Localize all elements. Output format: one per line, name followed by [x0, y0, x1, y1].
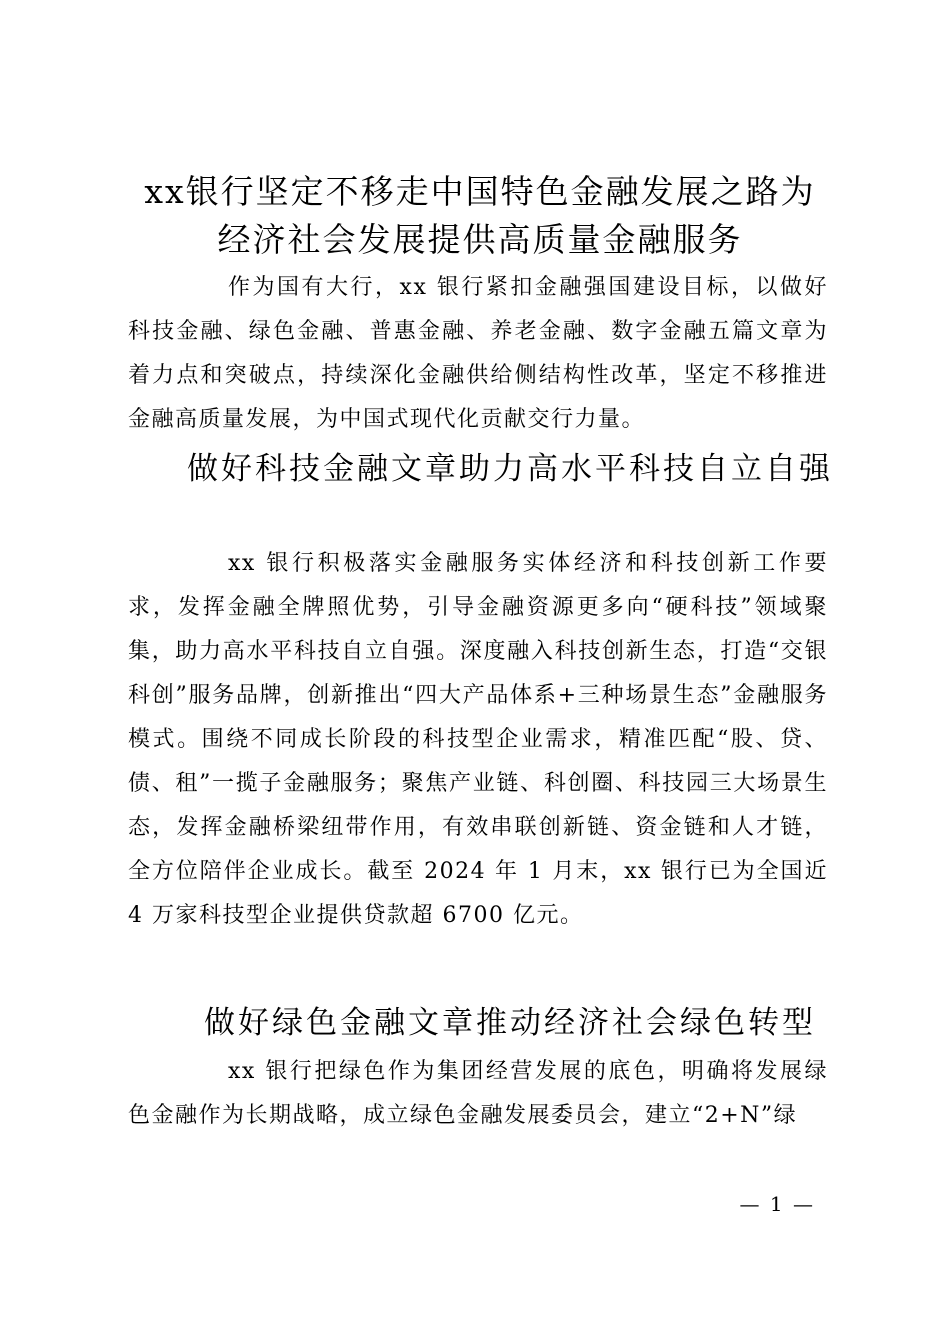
document-title [120, 168, 840, 264]
title-line-2: 经济社会发展提供高质量金融服务 [217, 220, 743, 259]
section-heading-tech-finance: 做好科技金融文章助力高水平科技自立自强 [187, 451, 833, 487]
intro-paragraph: 作为国有大行，xx 银行紧扣金融强国建设目标，以做好科技金融、绿色金融、普惠金融、养老金融、数字金融五篇文章为着力点和突破点，持续深化金融供给侧结构性改革，坚定不移推进金融高质量发展，为中国式现代化贡献交行力量。 [128, 275, 828, 432]
section-body-tech-finance: xx 银行积极落实金融服务实体经济和科技创新工作要求，发挥金融全牌照优势，引导金融资源更多向“硬科技”领域聚集，助力高水平科技自立自强。深度融入科技创新生态，打造“交银科创”服务品牌，创新推出“四大产品体系+三种场景生态”金融服务模式。围绕不同成长阶段的科技型企业需求，精准匹配“股、贷、债、租”一揽子金融服务；聚焦产业链、科创圈、科技园三大场景生态，发挥金融桥梁纽带作用，有效串联创新链、资金链和人才链，全方位陪伴企业成长。截至 2024 年 1 月末，xx 银行已为全国近 4 万家科技型企业提供贷款超 6700 亿元。 [128, 551, 828, 928]
section-heading-green-finance: 做好绿色金融文章推动经济社会绿色转型 [204, 1005, 816, 1041]
title-line-1: xx银行坚定不移走中国特色金融发展之路为 [144, 172, 816, 211]
page-number: — 1 — [739, 1192, 815, 1216]
section-body-green-finance: xx 银行把绿色作为集团经营发展的底色，明确将发展绿色金融作为长期战略，成立绿色金融发展委员会，建立“2+N”绿 [128, 1059, 828, 1128]
